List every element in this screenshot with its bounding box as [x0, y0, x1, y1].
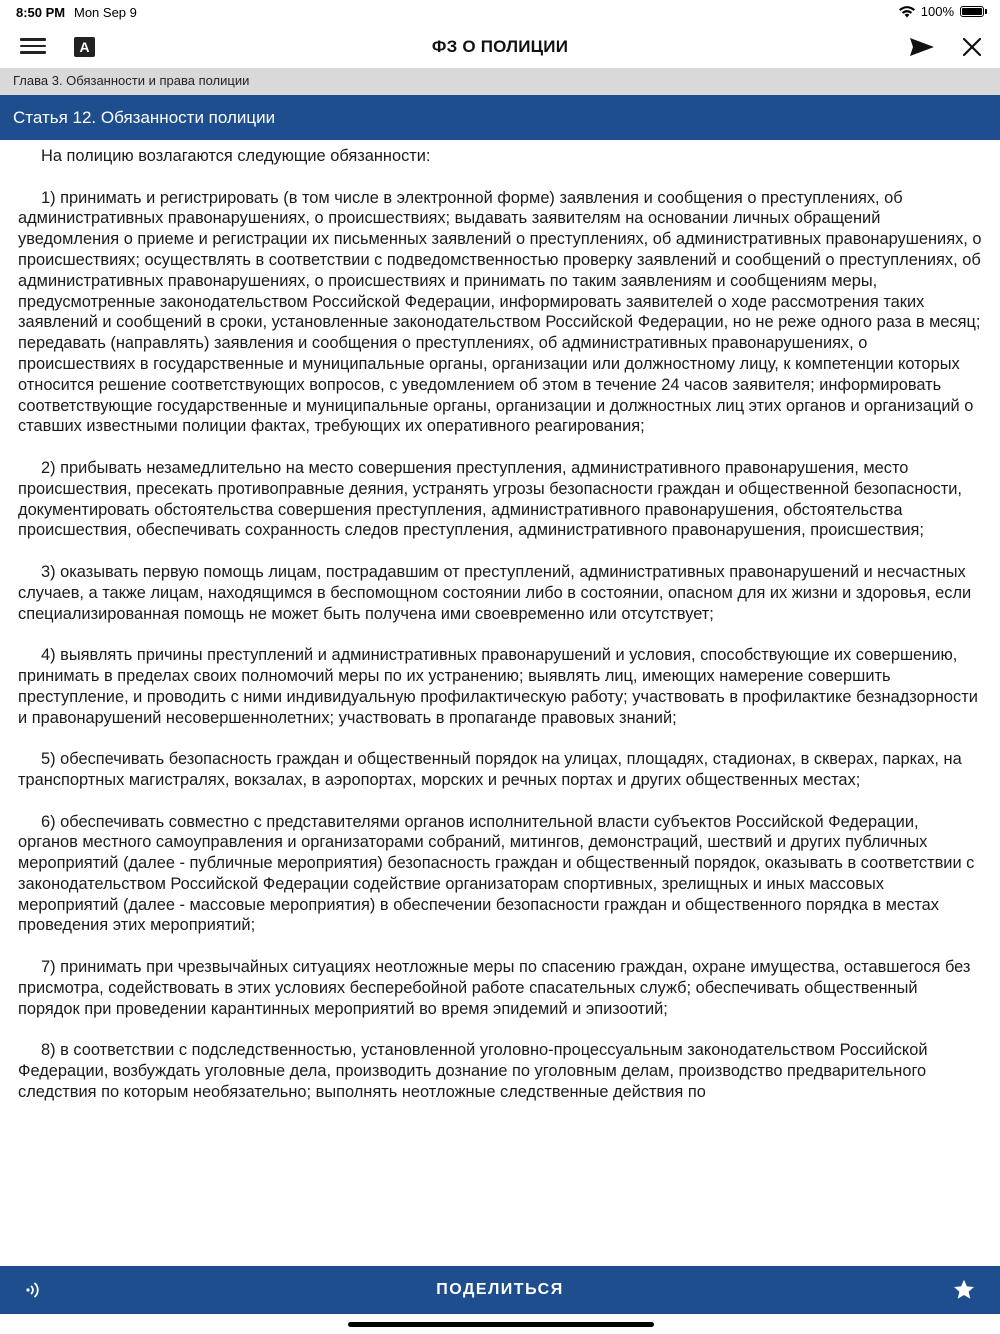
battery-icon	[960, 6, 984, 17]
paragraph: 8) в соответствии с подследственностью, установленной уголовно-процессуальным законодательством Российской Федерации, возбуждать уголовные дела, производить дознание по уголовным делам, производство предварительного следствия по которым необязательно; выполнять неотложные следственные действия по	[18, 1041, 928, 1101]
paragraph: На полицию возлагаются следующие обязанности:	[41, 147, 431, 165]
status-time: 8:50 PM	[16, 5, 66, 20]
bottom-toolbar	[0, 1266, 1000, 1314]
paragraph: 2) прибывать незамедлительно на место совершения преступления, административного правонарушения, место происшествия, пресекать противоправные деяния, устранять угрозы безопасности граждан и общественной безопасности, документировать обстоятельства совершения преступления, административного правонарушения, обстоятельства происшествия, обеспечивать сохранность следов преступления, административного правонарушения, происшествия;	[18, 458, 962, 540]
wifi-icon	[899, 6, 915, 18]
home-indicator	[348, 1322, 654, 1327]
audio-icon[interactable]	[22, 1279, 46, 1301]
font-size-button[interactable]: A	[74, 37, 95, 57]
chapter-header: Глава 3. Обязанности и права полиции	[0, 68, 1000, 95]
page-title: ФЗ О ПОЛИЦИИ	[431, 37, 569, 56]
status-bar	[0, 0, 1000, 26]
status-right	[899, 4, 984, 19]
paragraph: 7) принимать при чрезвычайных ситуациях неотложные меры по спасению граждан, охране имущества, оставшегося без присмотра, содействовать в этих условиях бесперебойной работе спасательных служб; обеспечивать общественный порядок при проведении карантинных мероприятий во время эпидемий и эпизоотий;	[18, 958, 971, 1018]
send-icon[interactable]	[908, 36, 936, 58]
star-icon[interactable]	[952, 1278, 976, 1302]
battery-fill	[962, 8, 982, 15]
nav-bar	[0, 26, 1000, 68]
paragraph: 4) выявлять причины преступлений и административных правонарушений и условия, способствующие их совершению, принимать в пределах своих полномочий меры по их устранению; выявлять лиц, имеющих намерение совершить преступление, и проводить с ними индивидуальную профилактическую работу; участвовать в профилактике безнадзорности и правонарушений несовершеннолетних; участвовать в пропаганде правовых знаний;	[18, 646, 978, 727]
status-date: Mon Sep 9	[74, 5, 137, 20]
close-icon[interactable]	[960, 35, 984, 59]
article-text[interactable]	[18, 146, 982, 1266]
share-button[interactable]: ПОДЕЛИТЬСЯ	[436, 1281, 564, 1298]
article-header: Статья 12. Обязанности полиции	[0, 95, 1000, 140]
paragraph: 1) принимать и регистрировать (в том числе в электронной форме) заявления и сообщения о преступлениях, об административных правонарушениях, о происшествиях; выдавать заявителям на основании личных обращений уведомления о приеме и регистрации их письменных заявлений о преступлениях, об административных правонарушениях, о происшествиях; осуществлять в соответствии с подведомственностью проверку заявлений и сообщений о преступлениях, об административных правонарушениях, о происшествиях и принимать по таким заявлениям и сообщениям меры, предусмотренные законодательством Российской Федерации, информировать заявителей о ходе рассмотрения таких заявлений и сообщений в сроки, установленные законодательством Российской Федерации, но не реже одного раза в месяц; передавать (направлять) заявления и сообщения о преступлениях, об административных правонарушениях, о происшествиях в государственные и муниципальные органы, организации или должностному лицу, к компетенции которых относится решение соответствующих вопросов, с уведомлением об этом в течение 24 часов заявителя; информировать соответствующие государственные и муниципальные органы, организации и должностных лиц этих органов и организаций о ставших известными полиции фактах, требующих их оперативного реагирования;	[18, 188, 982, 436]
battery-percent: 100%	[920, 4, 954, 19]
paragraph: 3) оказывать первую помощь лицам, пострадавшим от преступлений, административных правонарушений и несчастных случаев, а также лицам, находящимся в беспомощном состоянии либо в состоянии, опасном для их жизни и здоровья, если специализированная помощь не может быть получена ими своевременно или отсутствует;	[18, 562, 972, 623]
paragraph: 6) обеспечивать совместно с представителями органов исполнительной власти субъектов Российской Федерации, органов местного самоуправления и организаторами собраний, митингов, демонстраций, шествий и других публичных мероприятий (далее - публичные мероприятия) безопасность граждан и общественный порядок, оказывать в соответствии с законодательством Российской Федерации содействие организаторам спортивных, зрелищных и иных массовых мероприятий (далее - массовые мероприятия) в обеспечении безопасности граждан и общественного порядка в местах проведения этих мероприятий;	[18, 812, 975, 935]
paragraph: 5) обеспечивать безопасность граждан и общественный порядок на улицах, площадях, стадионах, в скверах, парках, на транспортных магистралях, вокзалах, в аэропортах, морских и речных портах и других общественных местах;	[18, 750, 962, 789]
